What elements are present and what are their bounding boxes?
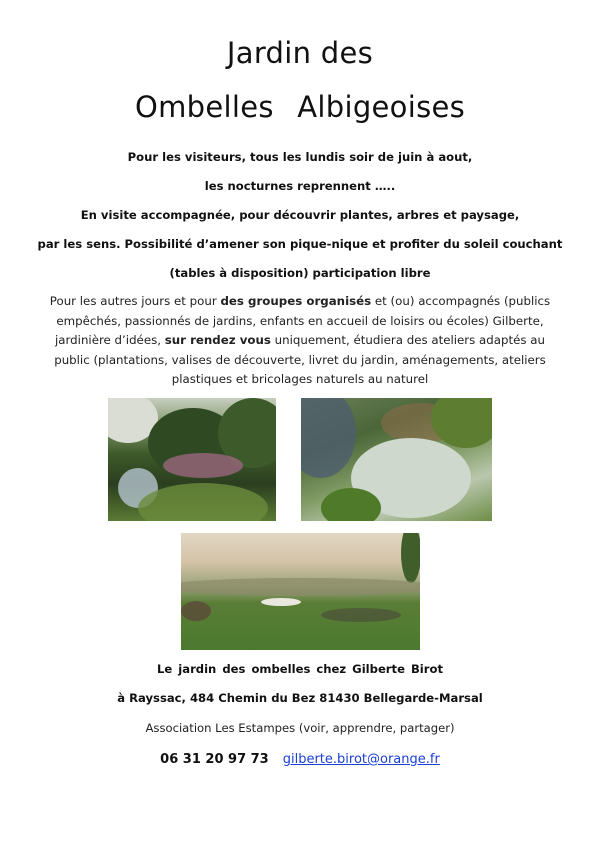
groups-paragraph [38,292,562,390]
intro-line-3: En visite accompagnée, pour découvrir plantes, arbres et paysage, [80,208,520,222]
intro-line-4: par les sens. Possibilité d’amener son pique-nique et profiter du soleil couchant [37,237,563,251]
footer-contact [0,752,600,767]
groups-bold-2: sur rendez vous [164,333,271,347]
intro-line-1: Pour les visiteurs, tous les lundis soir de juin à aout, [127,150,473,164]
footer-address: à Rayssac, 484 Chemin du Bez 81430 Bellegarde-Marsal [117,691,483,705]
photo-children-in-garden [108,398,276,521]
title-line-1: Jardin des [226,36,374,70]
title-line-2: Ombelles Albigeoises [134,90,466,124]
intro-line-2: les nocturnes reprennent ….. [204,179,396,193]
email-link[interactable]: gilberte.birot@orange.fr [282,752,440,767]
photo-garden-beds [301,398,492,521]
phone-number: 06 31 20 97 73 [160,752,269,767]
footer-name: Le jardin des ombelles chez Gilberte Birot [156,662,443,676]
groups-text-3: uniquement, étudiera des ateliers adaptés au public (plantations, valises de découverte, livret du jardin, aménagements, ateliers plastiques et bricolages naturels au naturel [54,333,546,386]
intro-line-5: (tables à disposition) participation libre [169,266,431,280]
footer-association: Association Les Estampes (voir, apprendre, partager) [145,721,455,735]
groups-bold-1: des groupes organisés [220,294,372,308]
groups-text-2: et (ou) accompagnés (publics empêchés, passionnés de jardins, enfants en accueil de loisirs ou écoles) Gilberte, jardinière d’idées, [55,294,551,347]
photo-sunset-landscape [181,533,420,650]
groups-text-1: Pour les autres jours et pour [49,294,221,308]
